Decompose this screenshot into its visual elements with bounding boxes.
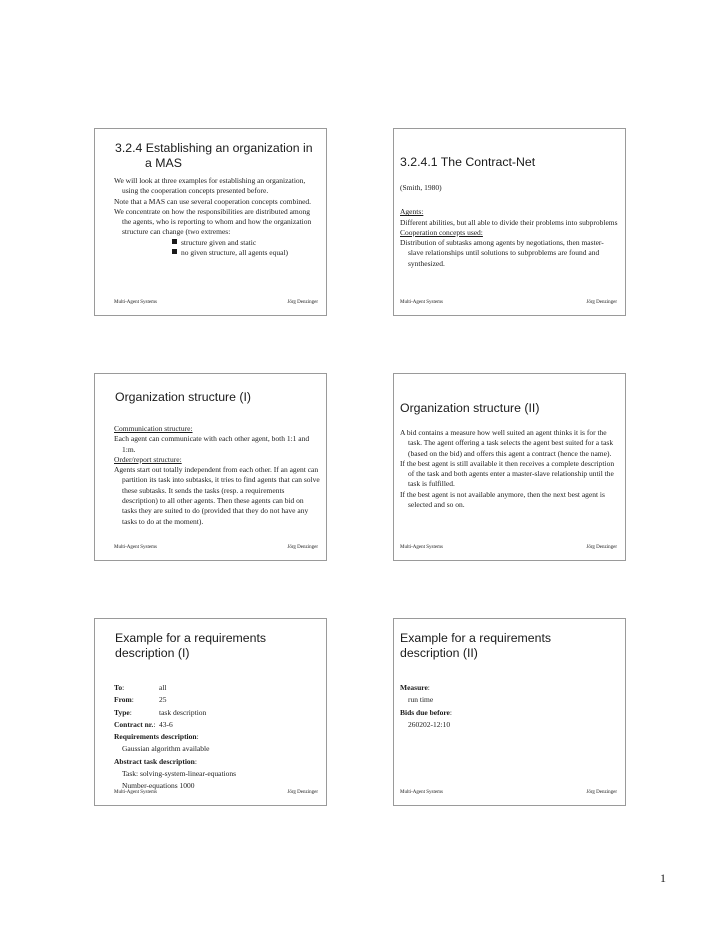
slide-establishing-organization: [94, 128, 327, 316]
section-heading: Order/report structure:: [114, 454, 182, 464]
measure-label: Measure:: [400, 683, 430, 692]
slide-title: Example for a requirements description (II): [400, 631, 552, 660]
requirements-label: Requirements description:: [114, 732, 199, 742]
slide-contract-net: [393, 128, 626, 316]
abstract-task-line: Number-equations 1000: [122, 781, 195, 791]
slide-title: 3.2.4.1 The Contract-Net: [400, 155, 536, 169]
slide-body: [400, 183, 619, 269]
field-row: Type: task description: [114, 707, 207, 717]
paragraph: We concentrate on how the responsibilities are distributed among the agents, who is reporting to whom and how the organization structure can change (two extremes:: [114, 206, 312, 237]
measure-value: run time: [408, 695, 434, 705]
paragraph: Note that a MAS can use several cooperation concepts combined.: [114, 196, 312, 206]
requirements-value: Gaussian algorithm available: [122, 744, 210, 754]
slide-requirements-description-2: [393, 618, 626, 806]
slide-body: [400, 682, 619, 731]
paragraph: A bid contains a measure how well suited an agent thinks it is for the task. The agent offering a task selects the agent best suited for a task (based on the bid) and offers this agent a contract (hence the name).: [400, 428, 614, 458]
slide-body: [114, 176, 320, 258]
slide-title: Example for a requirements description (I): [115, 631, 267, 660]
slide-organization-structure-2: [393, 373, 626, 561]
slide-requirements-description-1: [94, 618, 327, 806]
slide-body: [114, 424, 320, 527]
section-heading: Agents:: [400, 207, 424, 217]
paragraph: If the best agent is still available it then receives a complete description of the task and both agents enter a master-slave relationship until the task is fulfilled.: [400, 458, 615, 489]
abstract-task-label: Abstract task description:: [114, 756, 197, 766]
paragraph: Agents start out totally independent from each other. If an agent can partition its task into subtasks, it tries to find agents that can solve these subtasks. It sends the tasks (resp. a requirements description) to all other agents. Then these agents can bid on tasks they are suited to do (provided that they do not have any tasks to do at the moment).: [114, 465, 320, 526]
slide-title: 3.2.4 Establishing an organization in a MAS: [115, 141, 313, 170]
slide-title: Organization structure (II): [400, 401, 540, 415]
bids-due-value: 260202-12:10: [408, 719, 451, 729]
slide-body: [114, 682, 320, 793]
field-row: To: all: [114, 683, 167, 692]
bids-due-label: Bids due before:: [400, 707, 452, 717]
section-heading: Cooperation concepts used:: [400, 227, 483, 237]
slide-footer: Multi-Agent Systems Jörg Denzinger: [114, 300, 318, 305]
paragraph: Each agent can communicate with each other agent, both 1:1 and 1:m.: [114, 434, 310, 454]
abstract-task-line: Task: solving-system-linear-equations: [122, 769, 237, 779]
slide-organization-structure-1: [94, 373, 327, 561]
paragraph: We will look at three examples for establishing an organization, using the cooperation concepts presented before.: [114, 176, 306, 196]
square-bullet-icon: [172, 239, 177, 244]
slide-footer: Multi-Agent Systems Jörg Denzinger: [400, 545, 617, 550]
paragraph: Distribution of subtasks among agents by negotiations, then master-slave relationships until solutions to subproblems are found and synthesized.: [400, 238, 604, 268]
slide-footer: Multi-Agent Systems Jörg Denzinger: [400, 300, 617, 305]
field-row: Contract nr.: 43-6: [114, 719, 173, 729]
bullet-item: structure given and static: [114, 238, 320, 248]
slide-body: [400, 428, 619, 510]
paragraph: If the best agent is not available anymore, then the next best agent is selected and so on.: [400, 489, 605, 510]
slide-footer: Multi-Agent Systems Jörg Denzinger: [400, 790, 617, 795]
field-row: From: 25: [114, 695, 167, 705]
slide-title: Organization structure (I): [115, 390, 251, 404]
paragraph: Different abilities, but all able to divide their problems into subproblems: [400, 217, 618, 227]
slide-footer: Multi-Agent Systems Jörg Denzinger: [114, 545, 318, 550]
citation: (Smith, 1980): [400, 183, 442, 192]
bullet-item: no given structure, all agents equal): [114, 248, 320, 258]
square-bullet-icon: [172, 249, 177, 254]
page-number: 1: [660, 871, 666, 885]
section-heading: Communication structure:: [114, 424, 193, 433]
slide-footer: Multi-Agent Systems Jörg Denzinger: [114, 790, 318, 795]
